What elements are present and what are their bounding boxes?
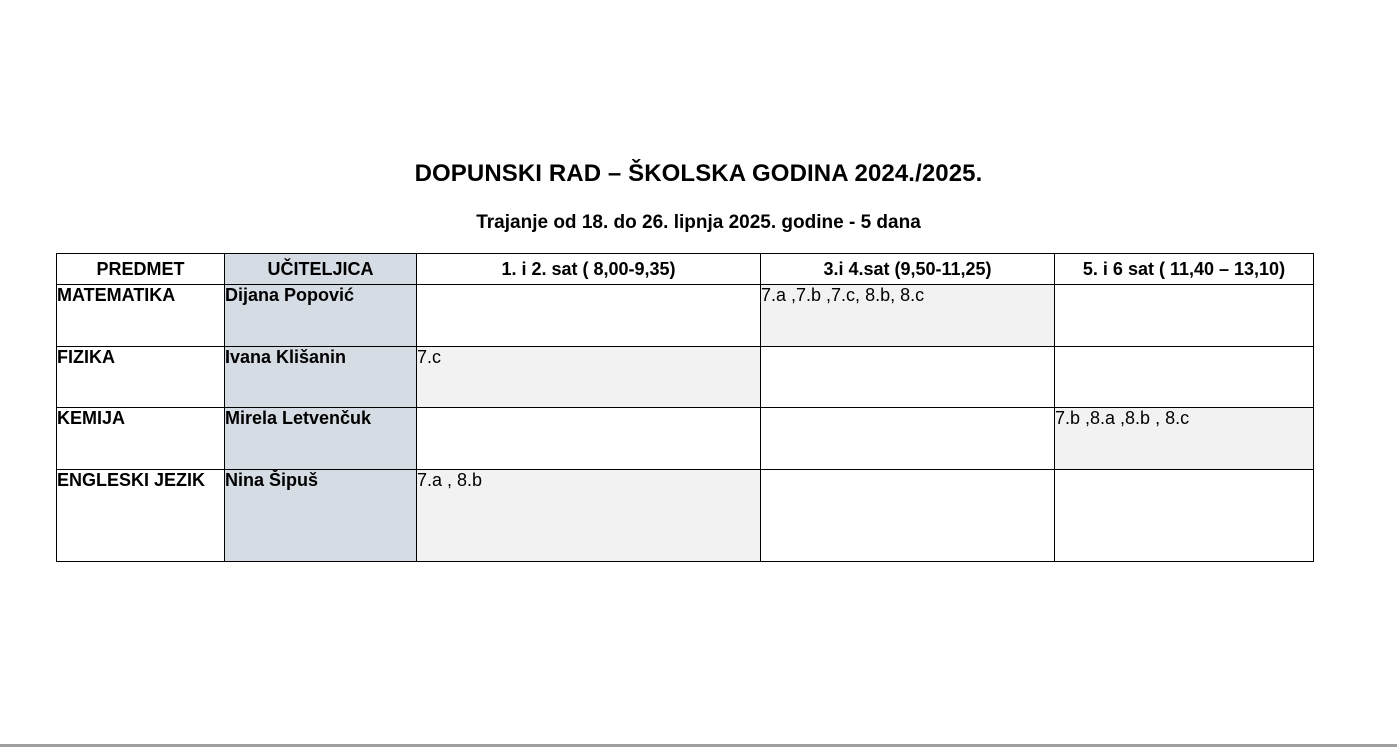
teacher-cell: Mirela Letvenčuk	[225, 408, 417, 470]
subject-cell: FIZIKA	[57, 347, 225, 408]
table-row	[57, 470, 1314, 562]
slot-cell	[761, 347, 1055, 408]
header-slot-3: 5. i 6 sat ( 11,40 – 13,10)	[1055, 254, 1314, 285]
header-slot-1: 1. i 2. sat ( 8,00-9,35)	[417, 254, 761, 285]
slot-cell	[417, 408, 761, 470]
slot-cell: 7.c	[417, 347, 761, 408]
slot-cell	[417, 285, 761, 347]
table-header-row	[57, 254, 1314, 285]
table-row	[57, 408, 1314, 470]
teacher-cell: Dijana Popović	[225, 285, 417, 347]
slot-cell: 7.a , 8.b	[417, 470, 761, 562]
page-title: DOPUNSKI RAD – ŠKOLSKA GODINA 2024./2025.	[414, 160, 983, 187]
slot-cell	[1055, 285, 1314, 347]
teacher-cell: Nina Šipuš	[225, 470, 417, 562]
subject-cell: KEMIJA	[57, 408, 225, 470]
schedule-table	[56, 253, 1314, 562]
slot-cell: 7.b ,8.a ,8.b , 8.c	[1055, 408, 1314, 470]
subject-cell: MATEMATIKA	[57, 285, 225, 347]
slot-cell	[761, 408, 1055, 470]
subject-cell: ENGLESKI JEZIK	[57, 470, 225, 562]
header-teacher: UČITELJICA	[225, 254, 417, 285]
teacher-cell: Ivana Klišanin	[225, 347, 417, 408]
header-slot-2: 3.i 4.sat (9,50-11,25)	[761, 254, 1055, 285]
table-row	[57, 285, 1314, 347]
slot-cell	[1055, 347, 1314, 408]
header-subject: PREDMET	[57, 254, 225, 285]
table-row	[57, 347, 1314, 408]
slot-cell	[1055, 470, 1314, 562]
slot-cell	[761, 470, 1055, 562]
slot-cell: 7.a ,7.b ,7.c, 8.b, 8.c	[761, 285, 1055, 347]
page-subtitle: Trajanje od 18. do 26. lipnja 2025. godine - 5 dana	[476, 212, 921, 233]
